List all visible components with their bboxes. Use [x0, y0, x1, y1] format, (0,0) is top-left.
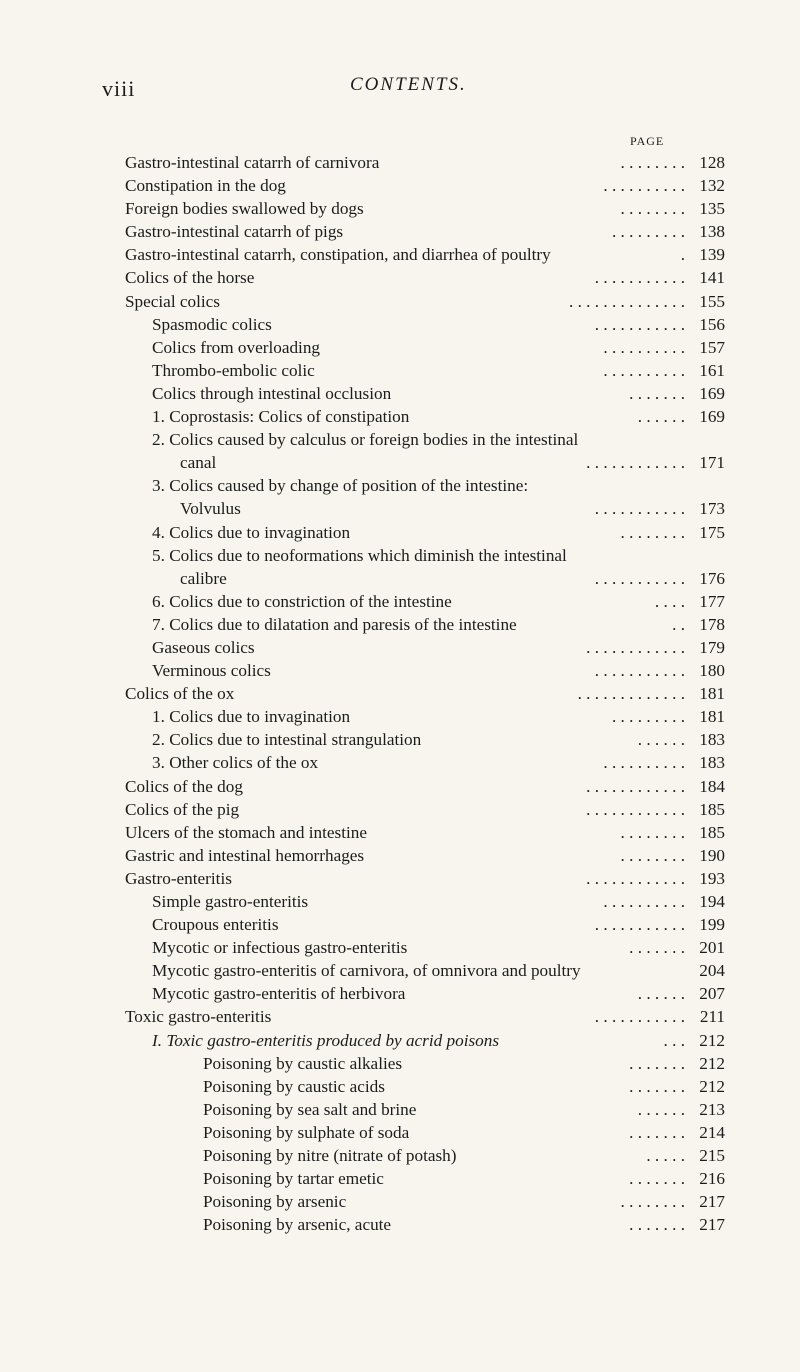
toc-entry-page: 169 [699, 383, 725, 403]
toc-entry-page: 212 [699, 1030, 725, 1050]
toc-entry-page: 161 [699, 360, 725, 380]
toc-leader-dots: . . . . . . . . . . [603, 753, 685, 773]
toc-entry-title: 4. Colics due to invagination [152, 522, 351, 542]
toc-entry [125, 590, 725, 613]
toc-entry-title: Poisoning by nitre (nitrate of potash) [203, 1146, 457, 1166]
toc-leader-dots: . . . . . . . . . . . . . [577, 684, 685, 704]
toc-entry [125, 336, 725, 359]
toc-entry-title: Colics of the ox [125, 684, 235, 704]
toc-leader-dots: . [680, 245, 685, 265]
toc-entry-page: 128 [699, 153, 725, 172]
toc-leader-dots: . . . . . [646, 1146, 685, 1166]
toc-entry-page: 177 [699, 591, 725, 611]
toc-entry [125, 382, 725, 405]
toc-entry-page: 185 [699, 799, 725, 819]
toc-entry [125, 497, 725, 520]
toc-entry-page: 217 [699, 1215, 725, 1235]
toc-entry-title: Gastro-intestinal catarrh of pigs [125, 222, 344, 242]
toc-entry [125, 867, 725, 890]
toc-entry [125, 682, 725, 705]
toc-entry [125, 1029, 725, 1052]
toc-entry-page: 173 [699, 499, 725, 519]
toc-entry [125, 613, 725, 636]
toc-entry-title: Mycotic gastro-enteritis of carnivora, of omnivora and poultry [152, 961, 581, 981]
toc-entry-title: Ulcers of the stomach and intestine [125, 822, 367, 842]
toc-entry [125, 890, 725, 913]
toc-leader-dots: . . . . . . . . [620, 199, 685, 219]
toc-entry [125, 266, 725, 289]
toc-entry-page: 194 [699, 892, 725, 911]
toc-leader-dots: . . . . . . . [629, 383, 685, 403]
toc-leader-dots: . . . . . . [637, 1099, 685, 1119]
toc-entry-title: 7. Colics due to dilatation and paresis of the intestine [152, 614, 517, 634]
toc-leader-dots: . . . . . . . . [620, 153, 685, 172]
toc-entry-title: 3. Other colics of the ox [152, 753, 319, 773]
toc-entry-page: 176 [699, 568, 725, 588]
toc-entry-page: 190 [699, 845, 725, 865]
toc-entry-page: 215 [699, 1146, 725, 1166]
toc-entry-title: 3. Colics caused by change of position of the intestine: [152, 476, 529, 496]
toc-entry [125, 544, 725, 567]
toc-entry [125, 1121, 725, 1144]
toc-entry-title: Mycotic or infectious gastro-enteritis [152, 938, 408, 958]
toc-entry [125, 728, 725, 751]
toc-entry [125, 220, 725, 243]
toc-entry-page: 155 [699, 291, 725, 311]
toc-leader-dots: . . . . . . . . . . . [594, 661, 685, 681]
toc-leader-dots: . . . . . . . [629, 1169, 685, 1189]
toc-entry-title: Poisoning by sea salt and brine [203, 1099, 417, 1119]
toc-entry-page: 217 [699, 1192, 725, 1212]
toc-leader-dots: . . . . . . . . . . . [594, 268, 685, 288]
toc-entry [125, 428, 725, 451]
toc-entry [125, 197, 725, 220]
toc-entry-page: 180 [699, 661, 725, 681]
toc-leader-dots: . . . . . . . . . . . [594, 568, 685, 588]
toc-entry-title: Verminous colics [152, 661, 271, 681]
toc-leader-dots: . . . . . . . . . . [603, 176, 685, 196]
toc-entry-page: 135 [699, 199, 725, 219]
toc-entry [125, 567, 725, 590]
toc-leader-dots: . . . . . . . . . . [603, 892, 685, 911]
toc-entry [125, 451, 725, 474]
toc-leader-dots: . . . . . . . [629, 1053, 685, 1073]
toc-entry-page: 181 [699, 707, 725, 727]
toc-leader-dots: . . . . . . . . . [611, 707, 685, 727]
toc-entry-page: 178 [699, 614, 725, 634]
toc-leader-dots: . . . . . . . [629, 1215, 685, 1235]
toc-entry-title: 2. Colics due to intestinal strangulation [152, 730, 422, 750]
toc-leader-dots: . . . . . . . . . . . [594, 915, 685, 935]
toc-entry-title: Simple gastro-enteritis [152, 892, 309, 911]
toc-entry-title: 5. Colics due to neoformations which diminish the intestinal [152, 545, 567, 565]
toc-entry-title: 2. Colics caused by calculus or foreign bodies in the intestinal [152, 430, 579, 450]
toc-leader-dots: . . . . . . . [629, 1122, 685, 1142]
toc-entry-title: Colics of the pig [125, 799, 240, 819]
toc-entry-page: 207 [699, 984, 725, 1004]
toc-entry [125, 959, 725, 982]
toc-leader-dots: . . . . . . [637, 984, 685, 1004]
toc-entry-page: 157 [699, 337, 725, 357]
toc-entry-title: Poisoning by arsenic [203, 1192, 347, 1212]
toc-entry-title: Volvulus [180, 499, 241, 519]
toc-entry-page: 179 [699, 637, 725, 657]
toc-entry-page: 212 [699, 1076, 725, 1096]
page-number: viii [102, 76, 136, 101]
toc-entry [125, 474, 725, 497]
toc-entry-title: Constipation in the dog [125, 176, 286, 196]
toc-leader-dots: . . . . . . . . [620, 1192, 685, 1212]
toc-entry-page: 193 [699, 868, 725, 888]
toc-leader-dots: . . . . . . . . . . . . [586, 453, 685, 473]
toc-entry-page: 183 [699, 730, 725, 750]
toc-leader-dots: . . . . . . . . . . [603, 337, 685, 357]
toc-leader-dots: . . . . . . . . . . . [594, 1007, 685, 1027]
toc-entry-title: Gaseous colics [152, 637, 255, 657]
toc-entry-title: 1. Colics due to invagination [152, 707, 351, 727]
toc-entry [125, 659, 725, 682]
toc-entry [125, 521, 725, 544]
toc-entry-page: 212 [699, 1053, 725, 1073]
toc-entry-page: 184 [699, 776, 725, 796]
toc-entry-page: 171 [699, 453, 725, 473]
toc-entry [125, 705, 725, 728]
toc-entry-page: 213 [699, 1099, 725, 1119]
toc-entry-title: I. Toxic gastro-enteritis produced by acrid poisons [152, 1030, 500, 1050]
toc-entry-page: 211 [699, 1007, 725, 1027]
toc-leader-dots: . . . [663, 1030, 685, 1050]
toc-entry-title: Gastro-intestinal catarrh, constipation, and diarrhea of poultry [125, 245, 551, 265]
toc-entry-page: 214 [699, 1122, 725, 1142]
toc-entry [125, 751, 725, 774]
table-of-contents [125, 151, 725, 1236]
toc-entry-page: 169 [699, 407, 725, 427]
toc-entry [125, 1213, 725, 1236]
page-header [102, 74, 740, 104]
toc-entry-page: 139 [699, 245, 725, 265]
toc-leader-dots: . . . . . . . . . [611, 222, 685, 242]
toc-entry-title: Toxic gastro-enteritis [125, 1007, 272, 1027]
toc-entry-title: Thrombo-embolic colic [152, 360, 315, 380]
toc-entry [125, 1005, 725, 1028]
toc-leader-dots: . . . . . . [637, 407, 685, 427]
toc-entry-title: Foreign bodies swallowed by dogs [125, 199, 364, 219]
toc-entry-page: 183 [699, 753, 725, 773]
toc-entry [125, 359, 725, 382]
toc-entry-page: 138 [699, 222, 725, 242]
toc-entry-title: Spasmodic colics [152, 314, 272, 334]
toc-entry [125, 821, 725, 844]
toc-entry [125, 982, 725, 1005]
toc-entry-title: Gastro-intestinal catarrh of carnivora [125, 153, 380, 172]
toc-entry [125, 1144, 725, 1167]
toc-entry [125, 290, 725, 313]
toc-leader-dots: . . . . . . [637, 730, 685, 750]
toc-leader-dots: . . . . . . . . [620, 822, 685, 842]
toc-leader-dots: . . . . . . . . . . . [594, 314, 685, 334]
toc-entry [125, 1052, 725, 1075]
toc-leader-dots: . . . . . . . . . . [603, 360, 685, 380]
toc-entry [125, 405, 725, 428]
toc-entry [125, 844, 725, 867]
toc-leader-dots: . . . . . . . [629, 938, 685, 958]
toc-entry-title: Poisoning by arsenic, acute [203, 1215, 392, 1235]
toc-leader-dots: . . . . [654, 591, 685, 611]
toc-entry-title: Special colics [125, 291, 220, 311]
toc-entry-title: Colics through intestinal occlusion [152, 383, 392, 403]
toc-entry [125, 775, 725, 798]
toc-entry [125, 313, 725, 336]
toc-entry-page: 199 [699, 915, 725, 935]
toc-entry-title: canal [180, 453, 217, 473]
toc-entry-page: 132 [699, 176, 725, 196]
toc-entry-page: 201 [699, 938, 725, 958]
toc-entry [125, 913, 725, 936]
toc-entry-title: Gastro-enteritis [125, 868, 232, 888]
toc-leader-dots: . . . . . . . . . . . . [586, 637, 685, 657]
toc-leader-dots: . . . . . . . . . . . . . . [568, 291, 685, 311]
toc-entry-title: Poisoning by tartar emetic [203, 1169, 384, 1189]
toc-entry [125, 636, 725, 659]
toc-entry-title: Gastric and intestinal hemorrhages [125, 845, 365, 865]
toc-entry-page: 175 [699, 522, 725, 542]
toc-leader-dots: . . . . . . . . [620, 845, 685, 865]
toc-entry [125, 936, 725, 959]
toc-entry-title: Mycotic gastro-enteritis of herbivora [152, 984, 406, 1004]
toc-leader-dots: . . . . . . . . . . . [594, 499, 685, 519]
toc-entry-title: Croupous enteritis [152, 915, 279, 935]
toc-entry-page: 181 [699, 684, 725, 704]
toc-leader-dots: . . . . . . . . . . . . [586, 799, 685, 819]
running-title: CONTENTS. [350, 74, 467, 95]
toc-entry-title: 1. Coprostasis: Colics of constipation [152, 407, 410, 427]
toc-entry [125, 1098, 725, 1121]
toc-leader-dots: . . . . . . . . [620, 522, 685, 542]
toc-entry-title: Colics from overloading [152, 337, 321, 357]
toc-entry-page: 141 [699, 268, 725, 288]
toc-entry [125, 798, 725, 821]
toc-entry-page: 204 [699, 961, 725, 981]
toc-entry [125, 1075, 725, 1098]
toc-entry-title: Poisoning by sulphate of soda [203, 1122, 410, 1142]
toc-entry [125, 174, 725, 197]
toc-entry-page: 216 [699, 1169, 725, 1189]
page-column-label: PAGE [630, 134, 665, 148]
toc-leader-dots: . . . . . . . [629, 1076, 685, 1096]
toc-entry-page: 185 [699, 822, 725, 842]
toc-entry [125, 1167, 725, 1190]
toc-leader-dots: . . [672, 614, 685, 634]
toc-entry [125, 243, 725, 266]
toc-entry-title: Colics of the horse [125, 268, 255, 288]
toc-entry-title: 6. Colics due to constriction of the intestine [152, 591, 452, 611]
toc-leader-dots: . . . . . . . . . . . . [586, 776, 685, 796]
toc-leader-dots: . . . . . . . . . . . . [586, 868, 685, 888]
toc-entry [125, 151, 725, 174]
toc-entry-page: 156 [699, 314, 725, 334]
toc-entry-title: Poisoning by caustic acids [203, 1076, 385, 1096]
toc-entry-title: Poisoning by caustic alkalies [203, 1053, 403, 1073]
toc-entry-title: Colics of the dog [125, 776, 243, 796]
toc-entry [125, 1190, 725, 1213]
toc-entry-title: calibre [180, 568, 227, 588]
